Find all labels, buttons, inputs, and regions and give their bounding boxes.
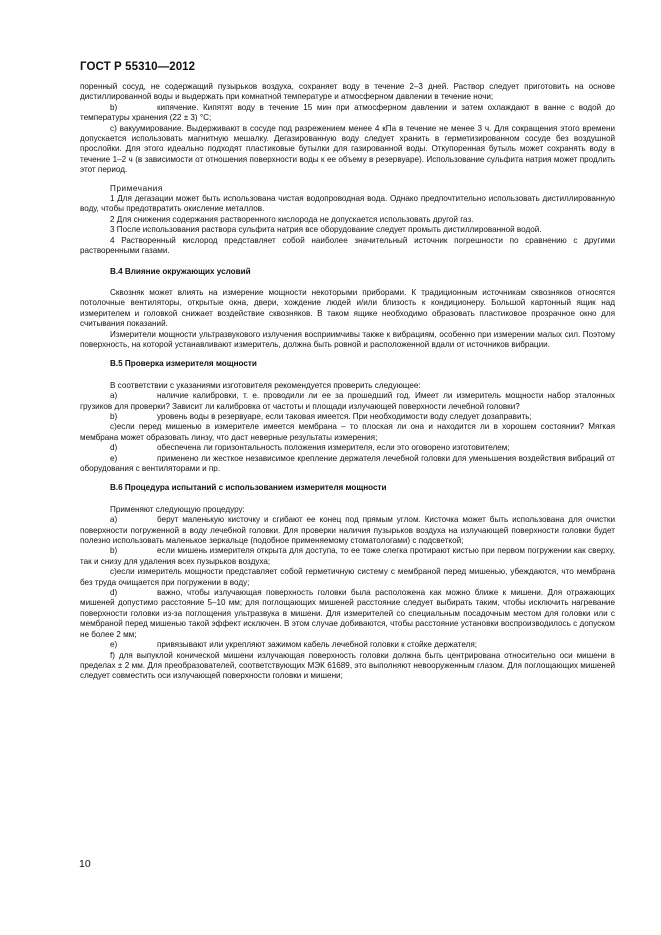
document-body: [80, 82, 615, 682]
list-item: f) для выпуклой конической мишени излучающая поверхность головки должна быть центрирована относительно оси мишени в пределах ± 2 мм. Для преобразователей, соответствующих МЭК 61689, это выполняют невооруженным глазом. Для поглощающих мишеней следует совместить оси излучающей поверхности головки и мишени;: [80, 650, 615, 681]
list-item: c)если перед мишенью в измерителе имеется мембрана – то плоская ли она и находится ли в хорошем состоянии? Мягкая мембрана может образовать линзу, что даст неверные результаты измерения;: [80, 422, 615, 442]
list-label: d): [110, 443, 118, 453]
standard-title: ГОСТ Р 55310—2012: [80, 61, 196, 73]
page-number: 10: [79, 858, 91, 870]
paragraph: Измерители мощности ультразвукового излучения восприимчивы также к вибрациям, особенно при измерении малых сил. Поэтому поверхность, на которой устанавливают измеритель, должна быть ровной и расположенной вдали от источников вибрации.: [80, 329, 615, 349]
list-label: b): [110, 102, 118, 112]
list-label: b): [110, 546, 118, 556]
section-heading-b5: В.5 Проверка измерителя мощности: [110, 359, 257, 369]
list-item: [80, 546, 615, 567]
paragraph: В соответствии с указаниями изготовителя рекомендуется проверить следующее:: [110, 380, 421, 390]
list-item: с) вакуумирование. Выдерживают в сосуде под разрежением менее 4 кПа в течение не менее 3 ч. Для сокращения этого времени допускается использовать магнитную мешалку. Дегазированную воду следует хранить в герметизированном сосуде без воздушной прослойки. Для этого идеально подходят пластиковые бутылки для газированной воды. Откупоренная бутыль может сохранять воду в течение 1–2 ч (в зависимости от отношения поверхности воды к ее объему в резервуаре). Использование сульфита натрия может продлить этот период.: [80, 123, 615, 175]
list-item: [80, 588, 615, 640]
list-text: важно, чтобы излучающая поверхность головки была расположена как можно ближе к мишени. Для отражающих мишеней допустимо расстояние 5–10 мм; для поглощающих мишеней расстояние следует выбирать таким, чтобы исключить нагревание поверхности головки из-за поглощения ультразвука в мишени. Для измерителей со специальным посадочным местом для головки или с мембраной перед мишенью такой эффект исключен. В этом случае добиваются, чтобы расстояние установки воспроизводилось с допуском не более 2 мм;: [80, 588, 615, 639]
list-text: применено ли жесткое независимое крепление держателя лечебной головки для уменьшения воздействия вибраций от оборудования с вентиляторами и пр.: [80, 453, 615, 473]
list-label: а): [110, 391, 118, 401]
notes-title: Примечания: [110, 183, 163, 193]
list-text: кипячение. Кипятят воду в течение 15 мин при атмосферном давлении и затем охлаждают в ванне с водой до температуры хранения (22 ± 3) °С;: [80, 102, 615, 123]
list-item: [80, 515, 615, 546]
list-item: [80, 103, 615, 124]
list-text: привязывают или укрепляют зажимом кабель лечебной головки к стойке держателя;: [157, 640, 477, 650]
list-text: уровень воды в резервуаре, если таковая имеется. При необходимости воду следует дозаправить;: [157, 411, 532, 421]
list-label: d): [110, 588, 118, 598]
list-item: [80, 412, 615, 422]
note-item: 3 После использования раствора сульфита натрия все оборудование следует промыть дистиллированной водой.: [110, 225, 542, 235]
list-text: берут маленькую кисточку и сгибают ее конец под прямым углом. Кисточка может быть использована для очистки поверхности погруженной в воду лечебной головки. Для проверки наличия пузырьков воздуха на излучающей поверхности головки будет полезно использовать маленькое зеркальце (подобное применяемому стоматологами) с подсветкой;: [80, 515, 615, 546]
list-item: [80, 391, 615, 412]
list-label: е): [110, 640, 118, 650]
list-item: [80, 640, 615, 650]
list-label: е): [110, 453, 118, 463]
note-item: 4 Растворенный кислород представляет собой наиболее значительный источник погрешности по сравнению с другими растворенными газами.: [80, 235, 615, 256]
list-item: c)если измеритель мощности представляет собой герметичную систему с мембраной перед мишенью, убеждаются, что мембрана без труда очищается при погружении в воду;: [80, 567, 615, 587]
note-item: 2 Для снижения содержания растворенного кислорода не допускается использовать другой газ.: [110, 214, 474, 224]
paragraph: Применяют следующую процедуру:: [110, 504, 245, 514]
list-item: [80, 443, 615, 453]
note-item: 1 Для дегазации может быть использована чистая водопроводная вода. Однако предпочтительно использовать дистиллированную воду, чтобы предотвратить окисление металлов.: [80, 194, 615, 214]
list-text: если мишень измерителя открыта для доступа, то ее тоже слегка протирают кистью при первом погружении как сверху, так и снизу для удаления всех пузырьков воздуха;: [80, 546, 615, 566]
list-text: наличие калибровки, т. е. проводили ли ее за прошедший год. Имеет ли измеритель мощности набор эталонных грузиков для проверки? Зависит ли калибровка от частоты и площади излучающей поверхности лечебной головки?: [80, 391, 615, 411]
list-text: обеспечена ли горизонтальность положения измерителя, если это оговорено изготовителем;: [157, 443, 510, 453]
list-label: а): [110, 515, 118, 525]
section-heading-b6: В.6 Процедура испытаний с использованием измерителя мощности: [110, 483, 387, 493]
section-heading-b4: В.4 Влияние окружающих условий: [110, 266, 251, 276]
paragraph: Сквозняк может влиять на измерение мощности некоторыми приборами. К традиционным источникам сквозняков относятся потолочные вентиляторы, открытые окна, двери, хождение людей и/или близость к кондиционеру. Большой картонный ящик над измерителем и головкой снижает воздействие сквозняков. В таком ящике необходимо образовать пластиковое прозрачное окно для считывания показаний.: [80, 287, 615, 329]
list-item: [80, 454, 615, 475]
list-label: b): [110, 411, 118, 421]
paragraph: поренный сосуд, не содержащий пузырьков воздуха, сохраняет воду в течение 2–3 дней. Раствор следует приготовить на основе дистиллированной воды и выдержать при комнатной температуре и атмосферном давлении в течение ночи;: [80, 82, 615, 102]
